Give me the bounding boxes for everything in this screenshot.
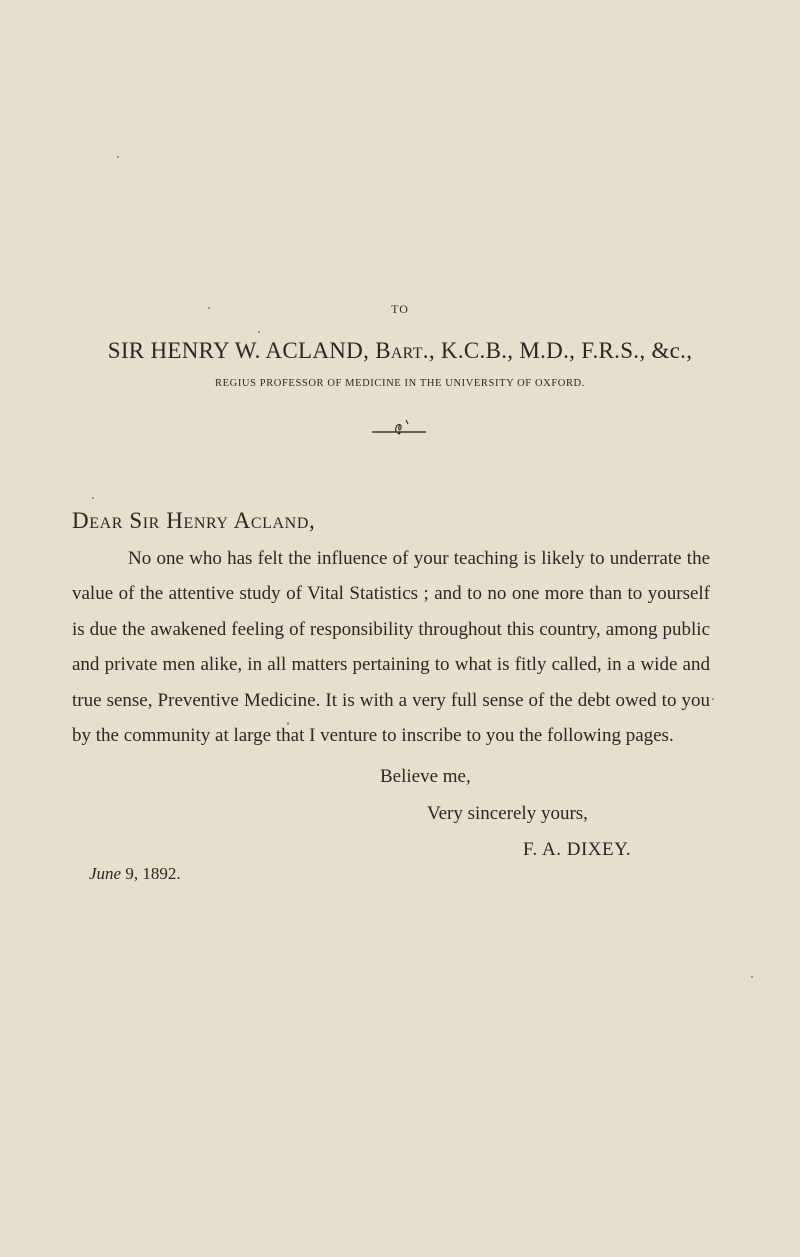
letter-date [89, 864, 181, 884]
dedicatee-position: REGIUS PROFESSOR OF MEDICINE IN THE UNIVERSITY OF OXFORD. [215, 378, 585, 389]
paper-speck [92, 497, 94, 499]
paper-speck [258, 331, 260, 333]
paper-speck [287, 722, 289, 725]
date-day-year: 9, 1892. [121, 864, 181, 883]
date-month: June [89, 864, 122, 883]
ornament-divider-icon [370, 416, 430, 436]
dedication-to: TO [391, 302, 409, 316]
signature: F. A. DIXEY. [523, 839, 632, 860]
dedicatee-honours: , K.C.B., M.D., F.R.S., &c., [428, 338, 693, 363]
paper-speck [712, 698, 714, 700]
closing-believe-me: Believe me, [380, 766, 471, 787]
letter-body: No one who has felt the influence of your teaching is likely to underrate the value of the attentive study of Vital Statistics ; and to no one more than to yourself is due the awakened feeling of responsibility throughout this country, among public and private men alike, in all matters pertaining to what is fitly called, in a wide and true sense, Preventive Medicine. It is with a very full sense of the debt owed to you by the community at large that I venture to inscribe to you the following pages. [72, 548, 710, 747]
dedicatee-name-main: SIR HENRY W. ACLAND, [107, 338, 370, 363]
dedicatee-name [0, 338, 800, 364]
paper-speck [751, 976, 753, 978]
closing-sincerely: Very sincerely yours, [427, 803, 588, 824]
letter-salutation: Dear Sir Henry Acland, [72, 508, 316, 533]
paper-speck [117, 156, 119, 158]
paper-speck [208, 307, 210, 309]
dedicatee-title-bart: Bart. [375, 338, 429, 363]
